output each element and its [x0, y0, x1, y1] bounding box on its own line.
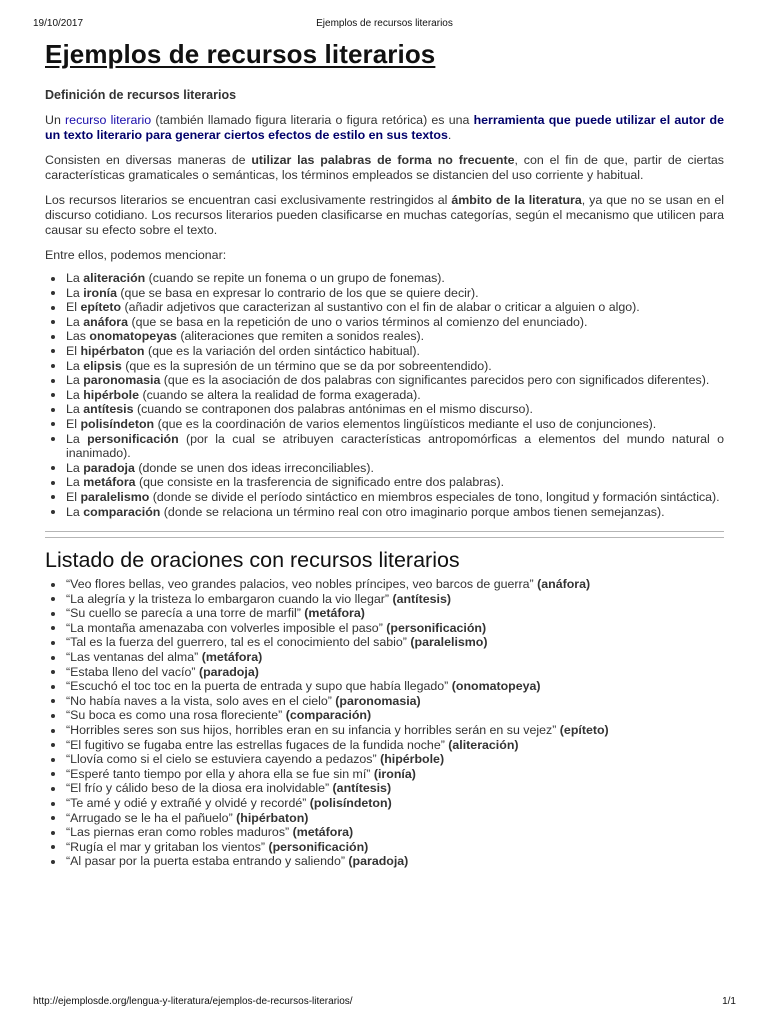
example-quote: “Las ventanas del alma” — [66, 650, 202, 665]
resource-description: (que se basa en expresar lo contrario de los que se quiere decir). — [116, 285, 479, 300]
example-tag: (aliteración) — [448, 737, 519, 752]
example-quote: “Llovía como si el cielo se estuviera cayendo a pedazos” — [66, 752, 381, 767]
example-quote: “El frío y cálido beso de la diosa era inolvidable” — [66, 781, 333, 796]
example-item — [66, 606, 724, 621]
example-item — [66, 694, 724, 709]
resource-item — [66, 329, 724, 344]
article-word: El — [66, 489, 81, 504]
emphasis: ámbito de la literatura — [451, 193, 582, 207]
example-quote: “No había naves a la vista, solo aves en el cielo” — [66, 693, 336, 708]
example-item — [66, 752, 724, 767]
print-page-number: 1/1 — [722, 996, 736, 1007]
example-quote: “Escuchó el toc toc en la puerta de entrada y supo que había llegado” — [66, 679, 452, 694]
resource-item — [66, 359, 724, 374]
resource-item — [66, 344, 724, 359]
example-item — [66, 825, 724, 840]
resource-term: antítesis — [83, 402, 134, 417]
example-tag: (paradoja) — [348, 854, 409, 869]
article-word: El — [66, 416, 81, 431]
example-item — [66, 781, 724, 796]
example-tag: (polisíndeton) — [309, 796, 392, 810]
article-word: El — [66, 300, 81, 315]
resource-description: (que se basa en la repetición de uno o varios términos al comienzo del enunciado). — [128, 314, 588, 329]
article-word: La — [66, 475, 84, 490]
emphasis: herramienta que puede utilizar el autor de un texto literario para generar ciertos efectos de estilo en sus textos — [45, 113, 724, 142]
example-quote: “Veo flores bellas, veo grandes palacios, veo nobles príncipes, veo barcos de guerra” — [66, 577, 538, 592]
example-item — [66, 854, 724, 869]
list-intro: Entre ellos, podemos mencionar: — [45, 248, 227, 262]
resource-description: (que es la variación del orden sintáctico habitual). — [144, 343, 421, 358]
recurso-literario-link[interactable]: recurso literario — [65, 113, 152, 127]
example-item — [66, 811, 724, 826]
resource-description: (que es la coordinación de varios elementos lingüísticos mediante el uso de conjunciones). — [154, 416, 657, 431]
example-tag: (hipérbole) — [380, 752, 445, 767]
resource-term: anáfora — [83, 314, 128, 329]
article-word: La — [66, 271, 84, 285]
example-quote: “Estaba lleno del vacío” — [66, 664, 199, 679]
resource-term: personificación — [87, 431, 179, 446]
print-date: 19/10/2017 — [33, 18, 84, 29]
example-tag: (comparación) — [285, 708, 372, 723]
resource-description: (cuando se repite un fonema o un grupo de fonemas). — [145, 271, 445, 285]
example-list — [45, 577, 724, 869]
resource-term: aliteración — [83, 271, 146, 285]
resource-term: hipérbaton — [80, 343, 145, 358]
example-item — [66, 738, 724, 753]
text-run: , con el fin de que, partir de ciertas características gramaticales o semánticas, los términos empleados se distancien del uso corriente y habitual. — [45, 153, 724, 182]
example-quote: “Las piernas eran como robles maduros” — [66, 825, 293, 840]
resource-item — [66, 373, 724, 388]
ambito-paragraph — [45, 193, 724, 238]
resource-item — [66, 490, 724, 505]
example-quote: “Esperé tanto tiempo por ella y ahora ella se fue sin mí” — [66, 766, 374, 781]
example-quote: “Tal es la fuerza del guerrero, tal es el conocimiento del sabio” — [66, 635, 411, 650]
section-divider — [45, 531, 724, 532]
example-tag: (anáfora) — [537, 577, 591, 592]
example-quote: “La alegría y la tristeza lo embargaron cuando la vio llegar” — [66, 591, 393, 606]
example-item — [66, 679, 724, 694]
print-header — [33, 18, 736, 32]
example-item — [66, 592, 724, 607]
resource-term: polisíndeton — [80, 416, 155, 431]
article-word: La — [66, 460, 84, 475]
resource-list — [45, 271, 724, 519]
example-quote: “El fugitivo se fugaba entre las estrellas fugaces de la fundida noche” — [66, 737, 449, 752]
example-quote: “Rugía el mar y gritaban los vientos” — [66, 839, 269, 854]
resource-description: (cuando se altera la realidad de forma exagerada). — [139, 387, 421, 402]
article — [45, 38, 724, 869]
article-word: Las — [66, 329, 90, 344]
section-divider — [45, 537, 724, 538]
text-run: , ya que no se usan en el discurso cotidiano. Los recursos literarios pueden clasificarse en muchas categorías, según el mecanismo que utilicen para causar su efecto sobre el texto. — [45, 193, 724, 237]
resource-term: ironía — [83, 285, 117, 300]
example-item — [66, 650, 724, 665]
example-tag: (metáfora) — [201, 650, 263, 665]
example-item — [66, 577, 724, 592]
resource-term: paralelismo — [80, 489, 150, 504]
example-item — [66, 840, 724, 855]
example-tag: (onomatopeya) — [451, 679, 541, 694]
resource-term: comparación — [83, 504, 161, 519]
example-item — [66, 635, 724, 650]
article-word: La — [66, 373, 84, 388]
example-tag: (paralelismo) — [410, 635, 488, 650]
text-run: (también llamado figura literaria o figura retórica) es una — [151, 113, 474, 127]
example-item — [66, 665, 724, 680]
article-word: La — [66, 387, 84, 402]
example-quote: “Su boca es como una rosa floreciente” — [66, 708, 286, 723]
resource-term: metáfora — [83, 475, 136, 490]
article-title: Ejemplos de recursos literarios — [45, 39, 436, 69]
example-item — [66, 723, 724, 738]
example-item — [66, 708, 724, 723]
example-item — [66, 621, 724, 636]
definition-heading: Definición de recursos literarios — [45, 88, 237, 102]
print-url: http://ejemplosde.org/lengua-y-literatura/ejemplos-de-recursos-literarios/ — [33, 996, 353, 1007]
example-tag: (antítesis) — [392, 591, 451, 606]
resource-description: (que consiste en la trasferencia de significado entre dos palabras). — [135, 475, 505, 490]
text-run: . — [447, 128, 452, 142]
article-word: La — [66, 314, 84, 329]
resource-item — [66, 315, 724, 330]
example-tag: (ironía) — [373, 766, 416, 781]
resource-description: (donde se divide el período sintáctico en miembros especiales de tono, longitud y formación sintáctica). — [149, 489, 720, 504]
example-quote: “Su cuello se parecía a una torre de marfil” — [66, 606, 305, 621]
resource-term: epíteto — [80, 300, 122, 315]
consisten-paragraph — [45, 153, 724, 183]
resource-description: (añadir adjetivos que caracterizan al sustantivo con el fin de alabar o criticar a alguien o algo). — [121, 300, 640, 315]
resource-description: (donde se relaciona un término real con otro imaginario porque ambos tienen semejanzas). — [160, 504, 665, 519]
resource-item — [66, 417, 724, 432]
example-quote: “Al pasar por la puerta estaba entrando y saliendo” — [66, 854, 349, 869]
article-word: El — [66, 343, 81, 358]
resource-item — [66, 475, 724, 490]
resource-item — [66, 402, 724, 417]
resource-description: (por la cual se atribuyen características antropomórficas a elementos del mundo natural o inanimado). — [66, 431, 724, 461]
text-run: Consisten en diversas maneras de — [45, 153, 252, 167]
example-tag: (metáfora) — [304, 606, 365, 621]
resource-item — [66, 300, 724, 315]
example-tag: (antítesis) — [332, 781, 392, 796]
resource-item — [66, 286, 724, 301]
resource-description: (cuando se contraponen dos palabras antónimas en el mismo discurso). — [133, 402, 533, 417]
intro-paragraph — [45, 113, 724, 143]
resource-item — [66, 432, 724, 461]
example-tag: (personificación) — [386, 620, 487, 635]
resource-term: hipérbole — [83, 387, 139, 402]
example-tag: (paronomasia) — [335, 693, 421, 708]
example-quote: “Te amé y odié y extrañé y olvidé y recordé” — [66, 796, 310, 810]
article-word: La — [66, 431, 88, 446]
example-quote: “Horribles seres son sus hijos, horribles eran en su infancia y horribles serán en su vejez” — [66, 723, 560, 738]
resource-term: elipsis — [83, 358, 122, 373]
example-quote: “La montaña amenazaba con volverles imposible el paso” — [66, 620, 387, 635]
section-title: Listado de oraciones con recursos literarios — [45, 548, 460, 573]
resource-description: (aliteraciones que remiten a sonidos reales). — [176, 329, 425, 344]
example-tag: (epíteto) — [559, 723, 609, 738]
resource-description: (donde se unen dos ideas irreconciliables). — [134, 460, 374, 475]
example-tag: (personificación) — [268, 839, 369, 854]
resource-item — [66, 271, 724, 286]
text-run: Un — [45, 113, 66, 127]
example-tag: (paradoja) — [198, 664, 259, 679]
resource-term: paradoja — [83, 460, 135, 475]
example-quote: “Arrugado se le ha el pañuelo” — [66, 810, 237, 825]
resource-item — [66, 461, 724, 476]
example-tag: (metáfora) — [292, 825, 354, 840]
example-item — [66, 796, 724, 811]
article-word: La — [66, 285, 84, 300]
resource-item — [66, 505, 724, 520]
article-word: La — [66, 504, 84, 519]
example-tag: (hipérbaton) — [236, 810, 309, 825]
resource-term: paronomasia — [83, 373, 161, 388]
example-item — [66, 767, 724, 782]
article-word: La — [66, 402, 84, 417]
resource-description: (que es la supresión de un término que se da por sobreentendido). — [121, 358, 492, 373]
resource-term: onomatopeyas — [89, 329, 177, 344]
article-word: La — [66, 358, 84, 373]
text-run: Los recursos literarios se encuentran casi exclusivamente restringidos al — [45, 193, 452, 207]
print-page-title: Ejemplos de recursos literarios — [316, 18, 453, 29]
emphasis: utilizar las palabras de forma no frecuente — [251, 153, 515, 167]
print-footer — [33, 996, 736, 1010]
resource-description: (que es la asociación de dos palabras con significantes parecidos pero con significados diferentes). — [160, 373, 710, 388]
resource-item — [66, 388, 724, 403]
